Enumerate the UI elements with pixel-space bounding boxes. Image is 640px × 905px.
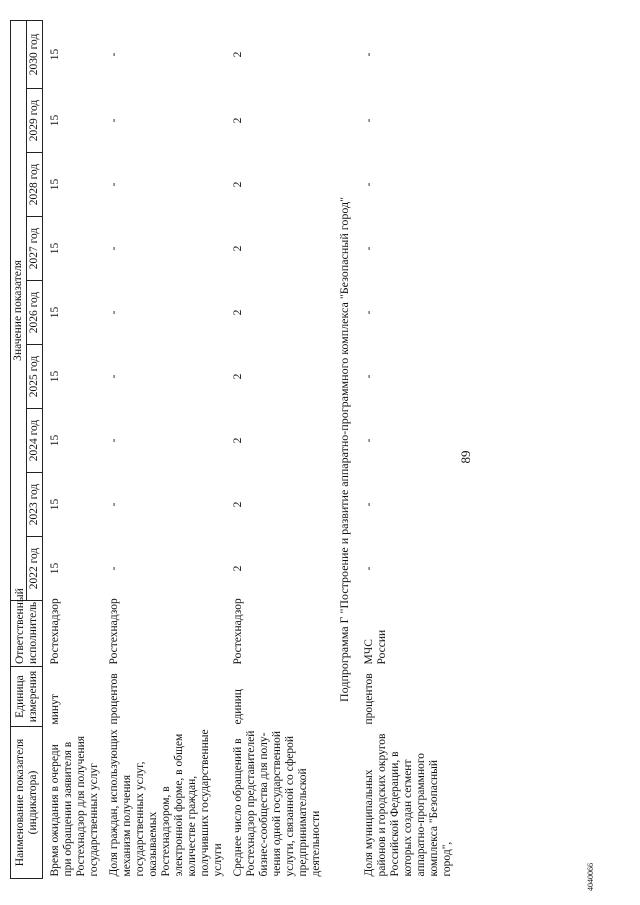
indicator-name: Среднее число обращений в Ростехнадзор представителей бизнес-сообщества для полу-чения одной государственной услуги, связанной со сферой предпринимательской деятельности — [232, 730, 322, 877]
year-header: 2028 год — [27, 153, 43, 217]
year-header: 2029 год — [27, 89, 43, 153]
value-cell: - — [108, 438, 120, 443]
value-cell: 15 — [49, 498, 61, 511]
indicator-unit: процентов — [108, 673, 120, 725]
indicator-unit: единиц — [232, 689, 244, 725]
table-row — [357, 20, 455, 878]
value-cell: 2 — [232, 51, 244, 58]
value-cell: - — [108, 502, 120, 507]
header-row-1 — [11, 20, 27, 878]
value-cell: 15 — [49, 306, 61, 319]
value-cell: - — [108, 374, 120, 379]
value-cell: - — [363, 310, 375, 315]
page-number: 89 — [458, 450, 473, 464]
indicator-name: Доля муниципальных районов и городских округов Российской Федерации, в которых создан сегмент аппаратно-программного комплекса "Безопасный город", — [363, 733, 453, 877]
value-cell: 15 — [49, 242, 61, 255]
indicator-executor: МЧС России — [363, 629, 388, 665]
indicator-executor: Ростехнадзор — [232, 598, 244, 665]
value-cell: 15 — [49, 178, 61, 191]
table-row — [226, 20, 324, 878]
header-unit: Единица измерения — [11, 667, 43, 727]
indicators-table — [10, 20, 455, 879]
value-cell: 15 — [49, 48, 61, 61]
value-cell: - — [108, 246, 120, 251]
header-executor: Ответственный исполнитель — [11, 601, 43, 667]
value-cell: 15 — [49, 434, 61, 447]
table-row — [102, 20, 226, 878]
value-cell: - — [363, 374, 375, 379]
value-cell: - — [363, 438, 375, 443]
value-cell: 15 — [49, 114, 61, 127]
rotated-page — [0, 17, 610, 897]
value-cell: - — [363, 118, 375, 123]
year-header: 2027 год — [27, 217, 43, 281]
value-cell: 2 — [232, 501, 244, 508]
year-header: 2023 год — [27, 473, 43, 537]
indicator-unit: минут — [49, 694, 61, 725]
subprogram-title: Подпрограмма Г "Построение и развитие аппаратно-программного комплекса "Безопасный город" — [337, 196, 351, 702]
value-cell: - — [108, 566, 120, 571]
header-name: Наименование показателя (индикатора) — [11, 727, 43, 879]
value-cell: - — [108, 118, 120, 123]
value-cell: - — [363, 566, 375, 571]
value-cell: - — [108, 310, 120, 315]
value-cell: 2 — [232, 565, 244, 572]
indicator-name: Время ожидания в очереди при обращении заявителя в Ростехнадзор для получения государственных услуг — [49, 735, 100, 877]
value-cell: 2 — [232, 373, 244, 380]
subprogram-row — [324, 20, 357, 878]
year-header: 2026 год — [27, 281, 43, 345]
year-header: 2025 год — [27, 345, 43, 409]
header-values-group: Значение показателя — [11, 20, 27, 600]
footer-code: 4040066 — [586, 863, 595, 891]
value-cell: 2 — [232, 437, 244, 444]
value-cell: - — [363, 52, 375, 57]
indicator-executor: Ростехнадзор — [49, 598, 61, 665]
value-cell: 15 — [49, 370, 61, 383]
value-cell: - — [363, 246, 375, 251]
value-cell: - — [108, 52, 120, 57]
value-cell: - — [363, 502, 375, 507]
value-cell: - — [108, 182, 120, 187]
table-row — [43, 20, 103, 878]
indicator-name: Доля граждан, использующих механизм получения государственных услуг, оказываемых Ростехнадзором, в электронной форме, в общем количестве граждан, получивших государственные услуги — [108, 729, 224, 877]
year-header: 2024 год — [27, 409, 43, 473]
year-header: 2030 год — [27, 20, 43, 88]
value-cell: 2 — [232, 181, 244, 188]
value-cell: 2 — [232, 245, 244, 252]
value-cell: 2 — [232, 117, 244, 124]
indicator-executor: Ростехнадзор — [108, 598, 120, 665]
value-cell: 15 — [49, 562, 61, 575]
value-cell: - — [363, 182, 375, 187]
value-cell: 2 — [232, 309, 244, 316]
indicator-unit: процентов — [363, 673, 375, 725]
year-header: 2022 год — [27, 537, 43, 601]
